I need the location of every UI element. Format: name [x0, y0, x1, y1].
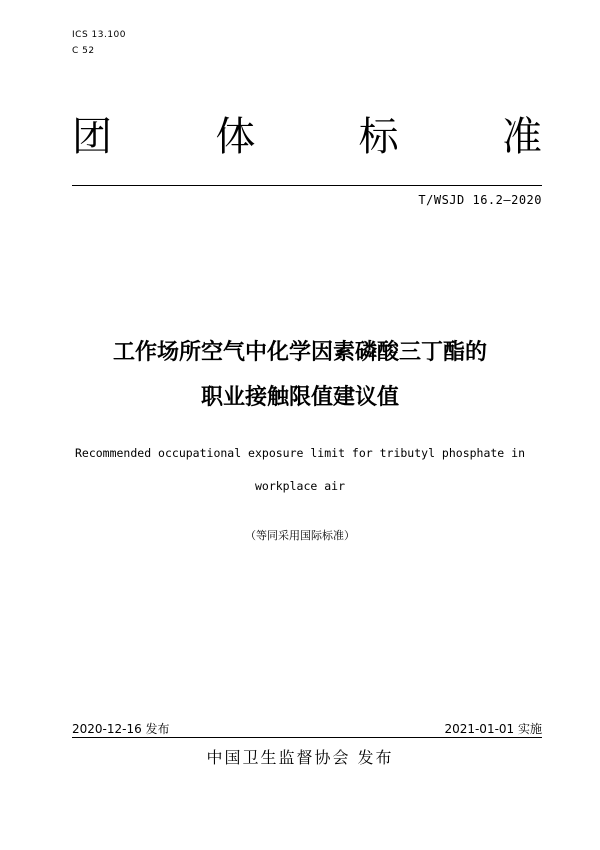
ccs-code: C 52	[72, 46, 95, 56]
ics-code: ICS 13.100	[72, 30, 127, 40]
top-rule	[72, 185, 542, 186]
english-title-line-1: Recommended occupational exposure limit for tributyl phosphate in	[74, 446, 526, 460]
implementation-date: 2021-01-01 实施	[444, 722, 542, 736]
category-char-1: 团	[72, 114, 112, 160]
equivalence-note: （等同采用国际标准）	[245, 529, 355, 542]
english-title-line-2: workplace air	[254, 479, 345, 493]
category-char-4: 准	[501, 114, 542, 160]
publisher: 中国卫生监督协会 发布	[206, 748, 394, 767]
issue-date: 2020-12-16 发布	[72, 722, 170, 736]
chinese-title-line-2: 职业接触限值建议值	[200, 385, 399, 410]
bottom-rule	[72, 737, 542, 738]
category-title	[72, 112, 542, 162]
category-char-2: 体	[215, 114, 256, 160]
chinese-title-line-1: 工作场所空气中化学因素磷酸三丁酯的	[112, 340, 487, 365]
category-char-3: 标	[358, 114, 399, 160]
standard-number: T/WSJD 16.2—2020	[418, 193, 542, 207]
